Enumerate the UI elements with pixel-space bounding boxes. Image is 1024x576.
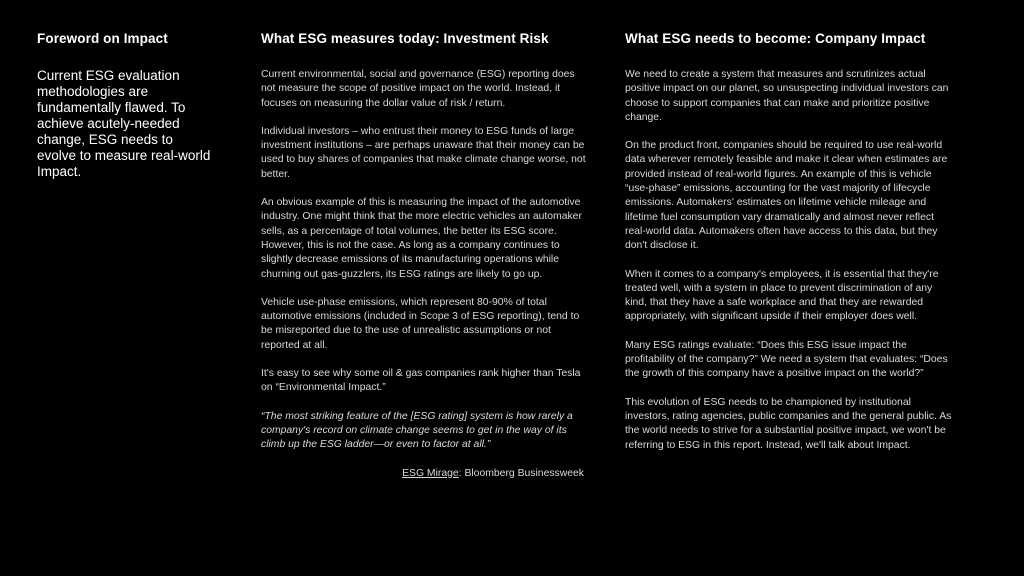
esg-future-paragraph: On the product front, companies should be required to use real-world data wherever remotely feasible and make it clear when estimates are provided instead of real-world figures. An example of this is vehicle “use-phase” emissions, accounting for the vast majority of lifecycle emissions. Automakers' estimates on lifetime vehicle mileage and lifetime fuel consumption vary dramatically and almost never reflect real-world data. Automakers often have access to this data, but they don't disclose it.: [625, 140, 948, 252]
esg-today-paragraph: An obvious example of this is measuring the impact of the automotive industry. One might think that the more electric vehicles an automaker sells, as a percentage of total volumes, the better its ESG score. However, this is not the case. As long as a company continues to slightly decrease emissions of its manufacturing operations while churning out gas-guzzlers, its ESG ratings are likely to go up.: [261, 197, 582, 280]
esg-mirage-link[interactable]: ESG Mirage: [402, 467, 459, 479]
source-publication: : Bloomberg Businessweek: [458, 467, 584, 479]
esg-today-paragraph: Current environmental, social and governance (ESG) reporting does not measure the scope of positive impact on the world. Instead, it focuses on measuring the dollar value of risk / return.: [261, 69, 575, 109]
esg-today-paragraph: Vehicle use-phase emissions, which represent 80-90% of total automotive emissions (included in Scope 3 of ESG reporting), tend to be misreported due to the use of unrealistic assumptions or not reported at all.: [261, 296, 580, 351]
esg-future-paragraph: We need to create a system that measures and scrutinizes actual positive impact on our planet, so unsuspecting individual investors can choose to support companies that can make and prioritize positive change.: [625, 69, 949, 123]
foreword-lead: Current ESG evaluation methodologies are fundamentally flawed. To achieve acutely-needed change, ESG needs to evolve to measure real-world Impact.: [37, 68, 211, 179]
esg-today-title: What ESG measures today: Investment Risk: [261, 31, 549, 46]
quote-source: [261, 467, 591, 481]
bloomberg-quote: “The most striking feature of the [ESG rating] system is how rarely a company's record on climate change seems to get in the way of its climb up the ESG ladder—or even to factor at all.”: [261, 410, 573, 451]
esg-future-paragraph: Many ESG ratings evaluate: “Does this ESG issue impact the profitability of the company?” We need a system that evaluates: “Does the growth of this company have a positive impact on the world?”: [625, 339, 948, 380]
esg-future-column: [625, 30, 955, 467]
esg-future-paragraph: This evolution of ESG needs to be championed by institutional investors, rating agencies, public companies and the general public. As the world needs to strive for a substantial positive impact, we won't be referring to ESG in this report. Instead, we'll talk about Impact.: [625, 396, 952, 451]
esg-today-paragraph: Individual investors – who entrust their money to ESG funds of large investment institutions – are perhaps unaware that their money can be used to buy shares of companies that make climate change worse, not better.: [261, 125, 586, 180]
foreword-title: Foreword on Impact: [37, 31, 168, 46]
esg-future-title: What ESG needs to become: Company Impact: [625, 31, 926, 46]
esg-future-paragraph: When it comes to a company's employees, it is essential that they're treated well, with a system in place to prevent discrimination of any kind, that they have a safe workplace and that they are rewarded appropriately, with significant upside if their employer does well.: [625, 268, 939, 323]
esg-today-column: [261, 30, 591, 481]
esg-today-paragraph: It's easy to see why some oil & gas companies rank higher than Tesla on “Environmental Impact.”: [261, 368, 581, 394]
foreword-column: [37, 30, 215, 180]
